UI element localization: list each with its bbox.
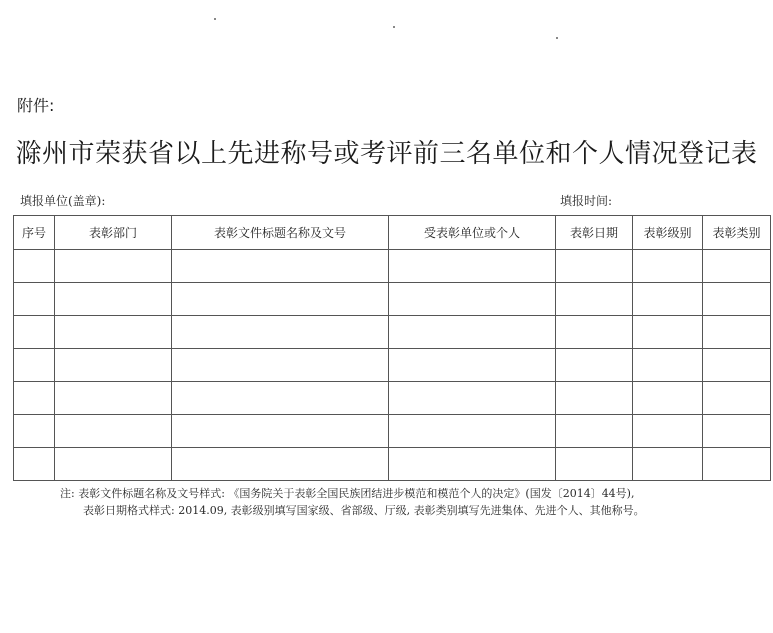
footnote-line-2: 表彰日期格式样式: 2014.09, 表彰级别填写国家级、省部级、厅级, 表彰类别填写先进集体、先进个人、其他称号。 bbox=[83, 504, 645, 517]
table-row bbox=[14, 382, 771, 415]
table-cell bbox=[55, 316, 172, 349]
table-cell bbox=[14, 283, 55, 316]
table-cell bbox=[556, 283, 633, 316]
table-cell bbox=[14, 250, 55, 283]
header-commending-department: 表彰部门 bbox=[55, 216, 172, 250]
table-row bbox=[14, 283, 771, 316]
table-cell bbox=[556, 250, 633, 283]
table-cell bbox=[172, 250, 389, 283]
table-cell bbox=[703, 283, 771, 316]
table-cell bbox=[556, 349, 633, 382]
footnote-line-1: 注: 表彰文件标题名称及文号样式: 《国务院关于表彰全国民族团结进步模范和模范个人的决定》(国发〔2014〕44号), bbox=[60, 487, 635, 500]
table-cell bbox=[172, 349, 389, 382]
registration-table bbox=[13, 215, 771, 481]
table-cell bbox=[703, 250, 771, 283]
table-cell bbox=[556, 316, 633, 349]
scan-speck bbox=[393, 26, 395, 28]
table-row bbox=[14, 349, 771, 382]
fill-time-label: 填报时间: bbox=[560, 194, 613, 208]
table-cell bbox=[14, 415, 55, 448]
footnote bbox=[60, 485, 645, 519]
table-row bbox=[14, 415, 771, 448]
table-row bbox=[14, 448, 771, 481]
table-cell bbox=[633, 448, 703, 481]
attachment-label: 附件: bbox=[17, 96, 55, 115]
table-cell bbox=[14, 316, 55, 349]
header-commendation-level: 表彰级别 bbox=[633, 216, 703, 250]
table-cell bbox=[703, 415, 771, 448]
table-cell bbox=[633, 382, 703, 415]
table-cell bbox=[556, 415, 633, 448]
table-cell bbox=[633, 250, 703, 283]
table-cell bbox=[703, 316, 771, 349]
table-cell bbox=[172, 283, 389, 316]
table-cell bbox=[55, 250, 172, 283]
table-cell bbox=[55, 415, 172, 448]
table-cell bbox=[389, 448, 556, 481]
header-commendation-date: 表彰日期 bbox=[556, 216, 633, 250]
table-cell bbox=[389, 415, 556, 448]
scan-speck bbox=[556, 37, 558, 39]
fill-unit-label: 填报单位(盖章): bbox=[20, 194, 106, 208]
table-cell bbox=[703, 448, 771, 481]
table-cell bbox=[172, 415, 389, 448]
table-cell bbox=[389, 316, 556, 349]
table-header-row bbox=[14, 216, 771, 250]
table-cell bbox=[633, 283, 703, 316]
table-cell bbox=[389, 283, 556, 316]
table-cell bbox=[389, 349, 556, 382]
header-recipient: 受表彰单位或个人 bbox=[389, 216, 556, 250]
table-cell bbox=[14, 448, 55, 481]
table-cell bbox=[633, 349, 703, 382]
table-cell bbox=[55, 448, 172, 481]
header-document-title: 表彰文件标题名称及文号 bbox=[172, 216, 389, 250]
table-cell bbox=[55, 283, 172, 316]
table-cell bbox=[633, 415, 703, 448]
table-cell bbox=[55, 382, 172, 415]
table-cell bbox=[14, 382, 55, 415]
header-commendation-category: 表彰类别 bbox=[703, 216, 771, 250]
table-cell bbox=[14, 349, 55, 382]
table-cell bbox=[556, 448, 633, 481]
table-cell bbox=[172, 382, 389, 415]
table-row bbox=[14, 316, 771, 349]
table-cell bbox=[172, 448, 389, 481]
table-cell bbox=[389, 250, 556, 283]
table-cell bbox=[703, 382, 771, 415]
table-cell bbox=[389, 382, 556, 415]
scan-speck bbox=[214, 18, 216, 20]
table-row bbox=[14, 250, 771, 283]
table-cell bbox=[172, 316, 389, 349]
table-cell bbox=[703, 349, 771, 382]
table-cell bbox=[556, 382, 633, 415]
table-cell bbox=[55, 349, 172, 382]
header-serial-number: 序号 bbox=[14, 216, 55, 250]
table-cell bbox=[633, 316, 703, 349]
page-title: 滁州市荣获省以上先进称号或考评前三名单位和个人情况登记表 bbox=[15, 139, 758, 169]
